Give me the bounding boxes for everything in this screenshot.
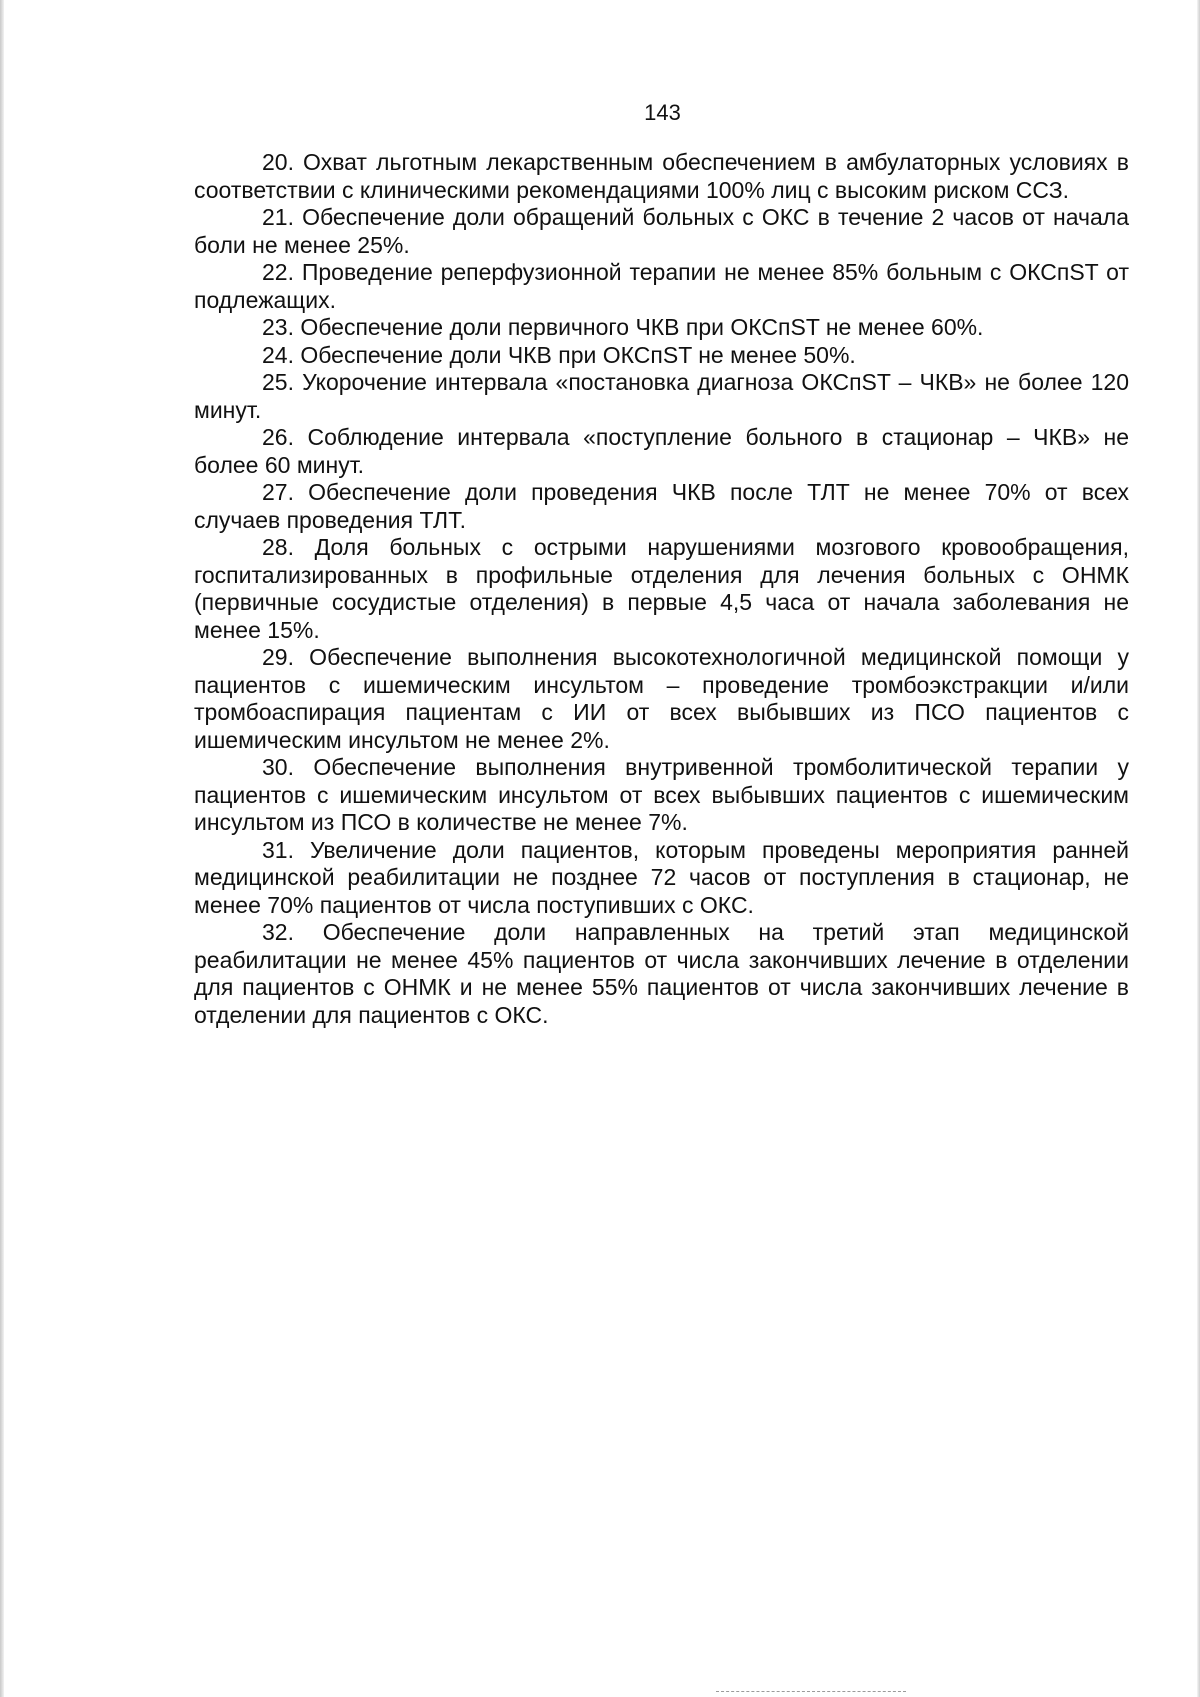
list-item-25: 25. Укорочение интервала «постановка диагноза ОКСпST – ЧКВ» не более 120 минут. [194, 369, 1129, 423]
list-item-30: 30. Обеспечение выполнения внутривенной тромболитической терапии у пациентов с ишемическим инсультом от всех выбывших пациентов с ишемическим инсультом из ПСО в количестве не менее 7%. [194, 754, 1129, 835]
document-body [194, 149, 1129, 1029]
scan-artifact [716, 1691, 906, 1694]
scan-edge-left [0, 0, 4, 1697]
list-item-20: 20. Охват льготным лекарственным обеспечением в амбулаторных условиях в соответствии с клиническими рекомендациями 100% лиц с высоким риском ССЗ. [194, 149, 1129, 203]
list-item-22: 22. Проведение реперфузионной терапии не менее 85% больным с ОКСпST от подлежащих. [194, 259, 1129, 313]
list-item-23: 23. Обеспечение доли первичного ЧКВ при ОКСпST не менее 60%. [262, 314, 984, 340]
list-item-32: 32. Обеспечение доли направленных на третий этап медицинской реабилитации не менее 45% пациентов от числа закончивших лечение в отделении для пациентов с ОНМК и не менее 55% пациентов от числа закончивших лечение в отделении для пациентов с ОКС. [194, 919, 1129, 1028]
list-item-31: 31. Увеличение доли пациентов, которым проведены мероприятия ранней медицинской реабилитации не позднее 72 часов от поступления в стационар, не менее 70% пациентов от числа поступивших с ОКС. [194, 836, 1129, 918]
list-item-27: 27. Обеспечение доли проведения ЧКВ после ТЛТ не менее 70% от всех случаев проведения ТЛТ. [194, 479, 1129, 533]
list-item-28: 28. Доля больных с острыми нарушениями мозгового кровообращения, госпитализированных в профильные отделения для лечения больных с ОНМК (первичные сосудистые отделения) в первые 4,5 часа от начала заболевания не менее 15%. [194, 534, 1129, 643]
list-item-24: 24. Обеспечение доли ЧКВ при ОКСпST не менее 50%. [262, 341, 856, 368]
list-item-26: 26. Соблюдение интервала «поступление больного в стационар – ЧКВ» не более 60 минут. [194, 424, 1129, 478]
list-item-29: 29. Обеспечение выполнения высокотехнологичной медицинской помощи у пациентов с ишемическим инсультом – проведение тромбоэкстракции и/или тромбоаспирация пациентам с ИИ от всех выбывших из ПСО пациентов с ишемическим инсультом не менее 2%. [194, 644, 1129, 753]
page-number: 143 [644, 100, 681, 125]
list-item-21: 21. Обеспечение доли обращений больных с ОКС в течение 2 часов от начала боли не менее 25%. [194, 204, 1129, 258]
